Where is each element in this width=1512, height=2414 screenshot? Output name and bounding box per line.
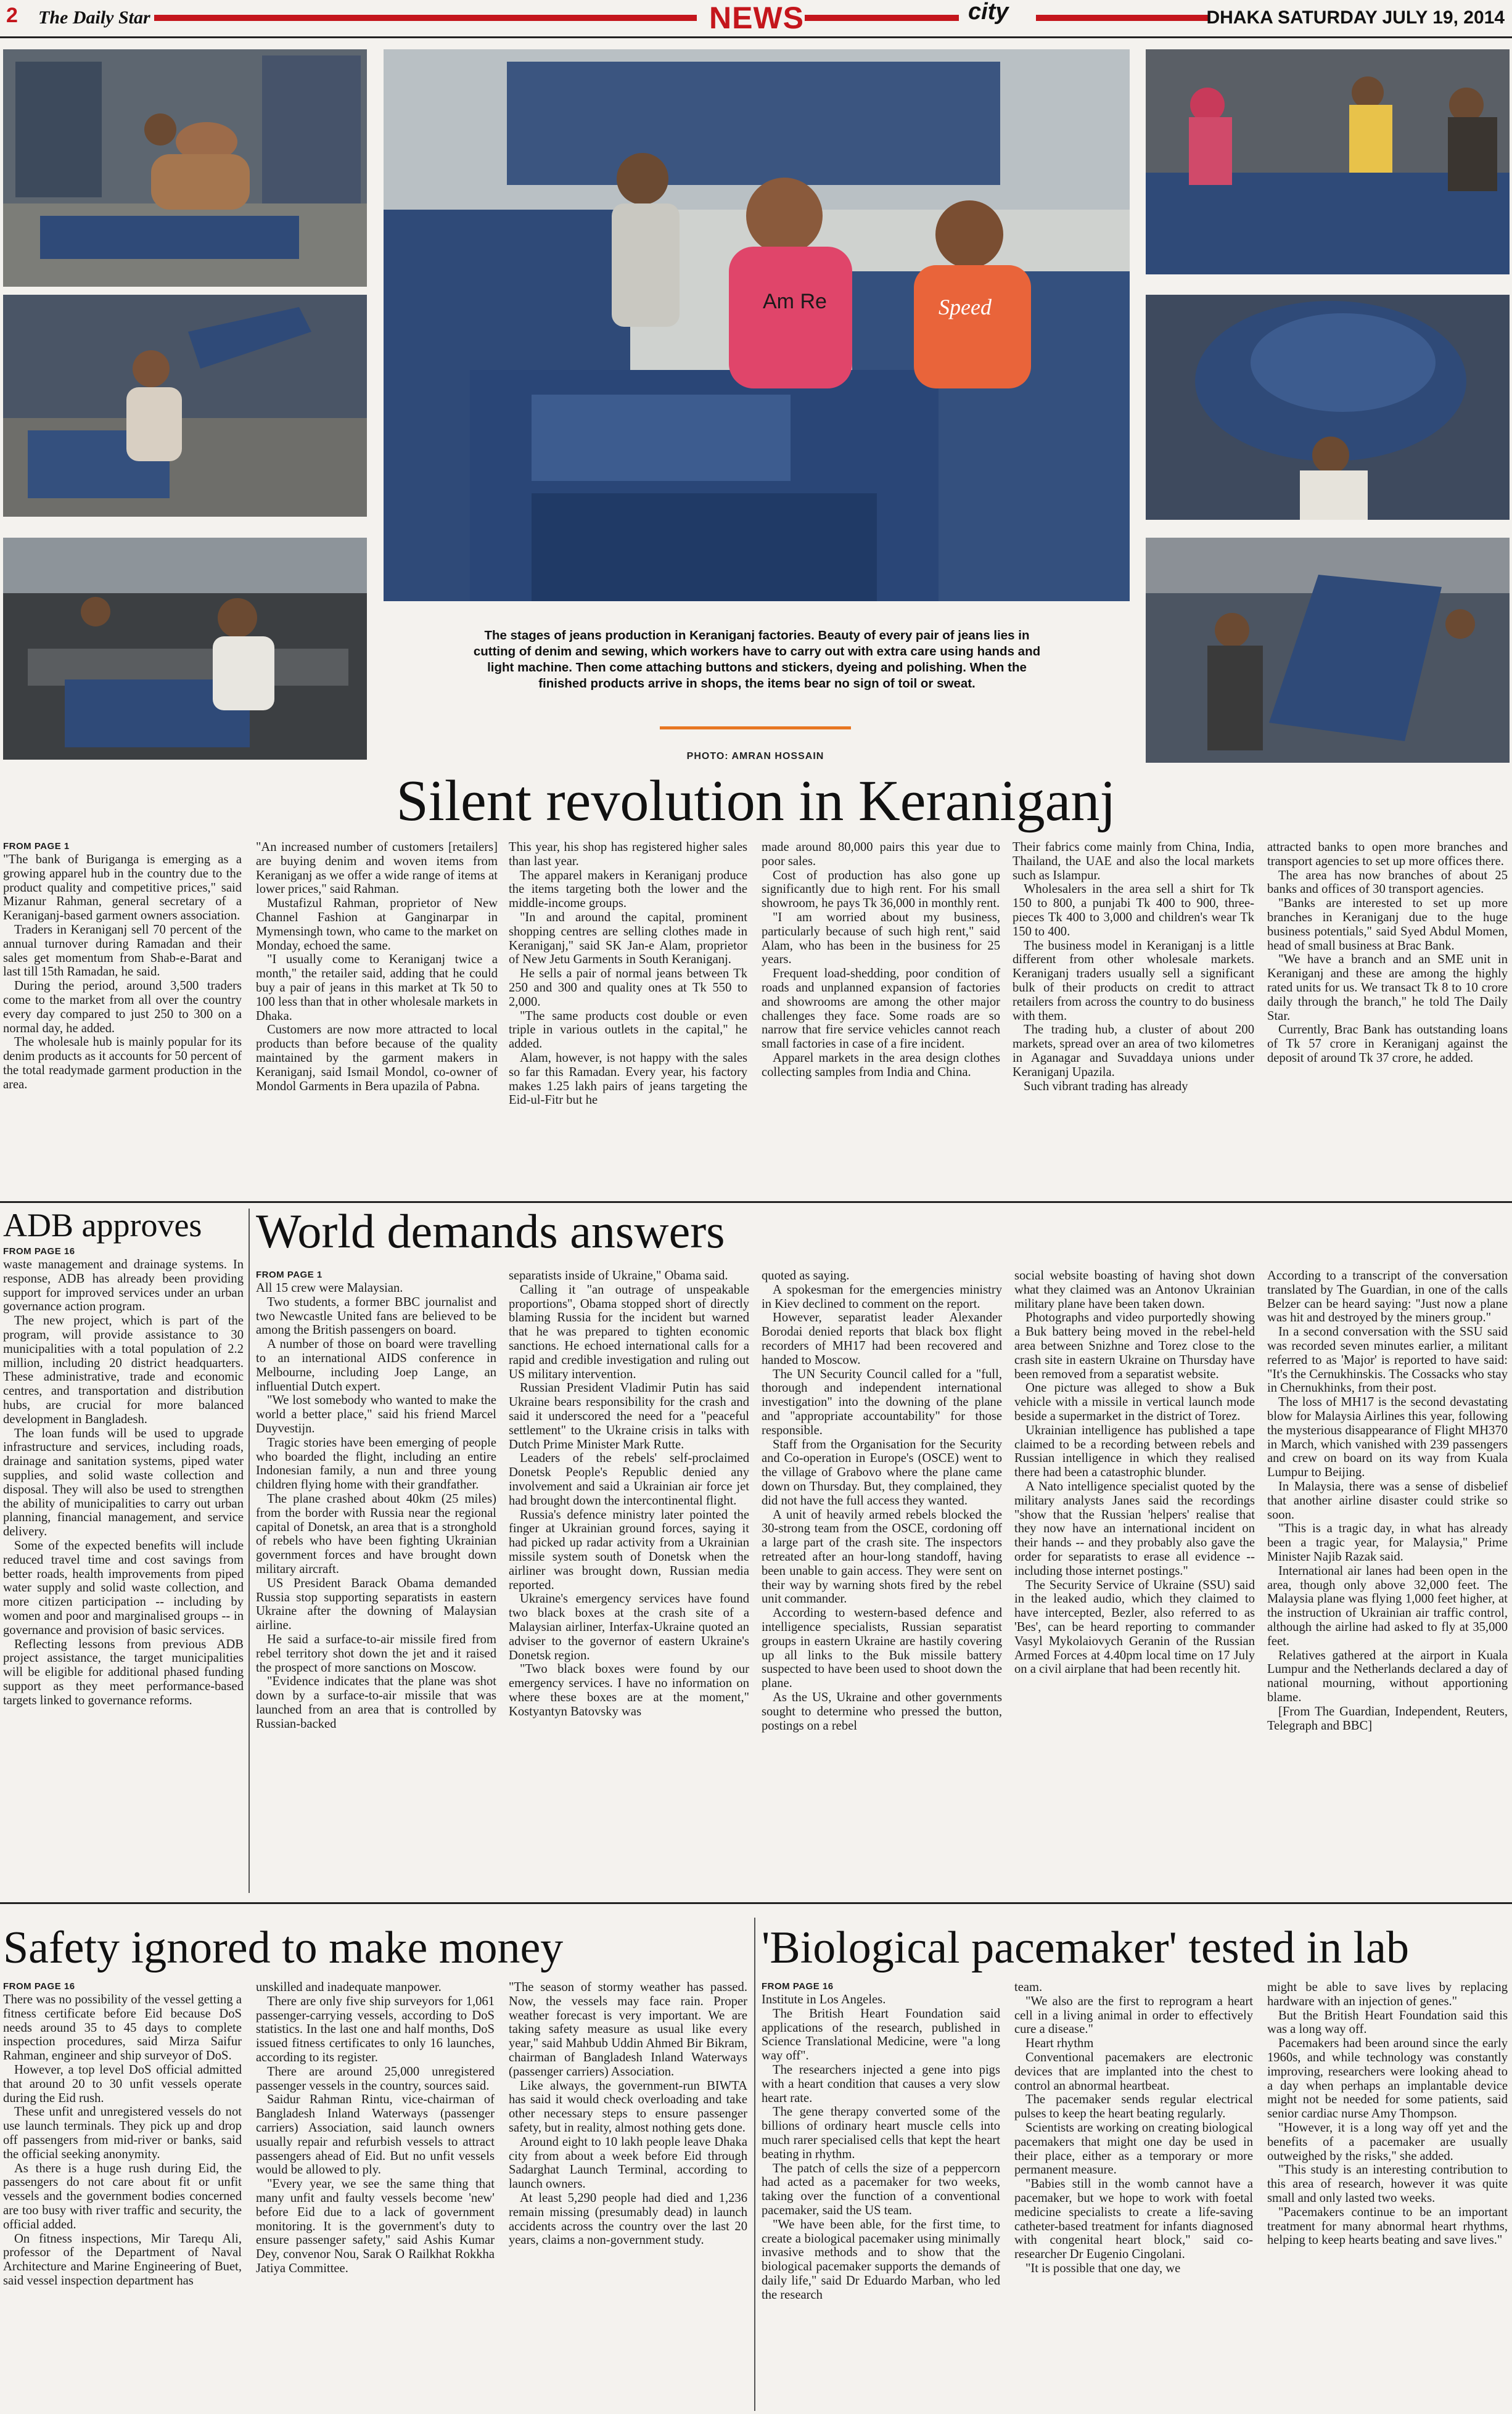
photo-worker-kneeling [3, 49, 367, 287]
headline-world-demands-answers: World demands answers [256, 1204, 725, 1258]
subsection-label: city [968, 0, 1009, 25]
world-col-3: quoted as saying. A spokesman for the emergencies ministry in Kiev declined to comment on the report. However, separatist leader Alexander Borodai denied reports that black box flight recorders of MH17 had been recovered and handed to Moscow. The UN Security Council called for a "full, thorough and independent international investigation" into the downing of the plane and "appropriate accountability" for those responsible. Staff from the Organisation for the Security and Co-operation in Europe's (OSCE) went to the village of Grabovo where the plane came down on Thursday. But, they complained, they did not have the full access they wanted. A unit of heavily armed rebels blocked the 30-strong team from the OSCE, cordoning off a large part of the crash site. The inspectors retreated after an hour-long standoff, having been unable to gain access. They were sent on their way by warning shots fired by the rebel unit commander. According to western-based defence and intelligence specialists, Russian separatist groups in eastern Ukraine are hastily covering up all links to the Buk missile battery suspected to have been used to shoot down the plane. As the US, Ukraine and other governments sought to determine who pressed the button, postings on a rebel [762, 1269, 1002, 1733]
headline-adb-approves: ADB approves [3, 1207, 202, 1244]
masthead-red-bar-left [154, 15, 697, 21]
main-shirt-text: Am Re [763, 290, 827, 313]
masthead-red-bar-right [1036, 15, 1209, 21]
bio-from-label: FROM PAGE 16 [762, 1981, 834, 1992]
photo-jeans-shop-main [384, 49, 1130, 601]
bio-col-2: team. "We also are the first to reprogram a heart cell in a living animal in order to effectively cure a disease." Heart rhythm Conventional pacemakers are electronic devices that are implanted into the chest to control an abnormal heartbeat. The pacemaker sends regular electrical pulses to keep the heart beating regularly. Scientists are working on creating biological pacemakers that might one day be used in their place, either as a temporary or more permanent measure. "Babies still in the womb cannot have a pacemaker, but we hope to work with foetal medicine specialists to create a life-saving catheter-based treatment for infants diagnosed with congenital heart block," said co-researcher Dr Eugenio Cingolani. "It is possible that one day, we [1014, 1981, 1253, 2275]
silent-col-5: Their fabrics come mainly from China, India, Thailand, the UAE and also the local markets such as Islampur. Wholesalers in the area sell a shirt for Tk 150 to 800, a punjabi Tk 400 to 900, three-pieces Tk 400 to 3,000 and children's wear Tk 150 to 400. The business model in Keraniganj is a little different from other wholesale markets. Keraniganj traders usually sell a significant bulk of their products on credit to attract retailers from across the country to do business with them. The trading hub, a cluster of about 200 markets, spread over an area of two kilometres in Aganagar and Suvaddaya unions under Keraniganj Upazila. Such vibrant trading has already [1013, 840, 1254, 1093]
silent-col-2: "An increased number of customers [retailers] are buying denim and woven items from Keraniganj as we offer a wide range of items at lower prices," said Rahman. Mustafizul Rahman, proprietor of New Channel Fashion at Ganginarpar in Mymensingh town, who came to the market on Monday, echoed the same. "I usually come to Keraniganj twice a month," the retailer said, adding that he could buy a pair of jeans in this market at Tk 50 to 100 less than that in other wholesale markets in Dhaka. Customers are now more attracted to local products than before because of the quality maintained by the garment makers in Keraniganj, said Ismail Mondol, co-owner of Mondol Garments in Bera upazila of Pabna. [256, 840, 498, 1093]
world-col-4: social website boasting of having shot down what they claimed was an Antonov Ukrainian military plane have been taken down. Photographs and video purportedly showing a Buk battery being moved in the rebel-held area between Snizhne and Torez close to the crash site in eastern Ukraine on Thursday have been removed from a separatist website. One picture was alleged to show a Buk vehicle with a missile in vertical launch mode beside a supermarket in the district of Torez. Ukrainian intelligence has published a tape claimed to be a recording between rebels and Russian intelligence in which they realised there had been a catastrophic blunder. A Nato intelligence specialist quoted by the military analysts Janes said the recordings "show that the Russian 'helpers' realise that they now have an international incident on their hands -- and they probably also gave the order for separatists to erase all evidence -- including those internet postings." The Security Service of Ukraine (SSU) said in the leaked audio, which they claimed to have intercepted, Bezler, also referred to as 'Bes', can be heard reporting to commander Vasyl Mykolaiovych Geranin of the Russian Armed Forces at 4.40pm local time on 17 July on a civil airplane that had been recently hit. [1014, 1269, 1255, 1677]
masthead-red-bar-mid [805, 15, 959, 21]
headline-silent-revolution: Silent revolution in Keraniganj [396, 769, 1116, 833]
photo-credit: PHOTO: AMRAN HOSSAIN [686, 751, 824, 762]
world-col-1: FROM PAGE 1 All 15 crew were Malaysian. Two students, a former BBC journalist and two Newcastle United fans are believed to be among the British passengers on board. A number of those on board were travelling to an international AIDS conference in Melbourne, including Joep Lange, an influential Dutch expert. "We lost somebody who wanted to make the world a better place," said his friend Marcel Duyvestijn. Tragic stories have been emerging of people who boarded the flight, including an entire Indonesian family, a nun and three young children flying home with their grandfather. The plane crashed about 40km (25 miles) from the border with Russia near the regional capital of Donetsk, an area that is a stronghold of rebels who have been fighting Ukrainian government forces and have brought down military aircraft. US President Barack Obama demanded Russia stop supporting separatists in eastern Ukraine after the downing of Malaysian airline. He said a surface-to-air missile fired from rebel territory shot down the jet and it raised the prospect of more sanctions on Moscow. "Evidence indicates that the plane was shot down by a surface-to-air missile that was launched from an area that is controlled by Russian-backed [256, 1270, 496, 1731]
safety-col-3: "The season of stormy weather has passed. Now, the vessels may face rain. Proper weather forecast is very important. We are taking safety measure as usual like every year," said Mahbub Uddin Ahmed Bir Bikram, chairman of Bangladesh Inland Waterways (passenger carriers) Association. Like always, the government-run BIWTA has said it would check overloading and take other necessary steps to ensure passenger safety, but in reality, almost nothing gets done. Around eight to 10 lakh people leave Dhaka city from about a week before Eid through Sadarghat Launch Terminal, according to launch owners. At least 5,290 people had died and 1,236 remain missing (presumably dead) in launch accidents across the country over the last 20 years, claims a non-government study. [509, 1981, 747, 2248]
silent-col-6: attracted banks to open more branches and transport agencies to set up more offices there. The area has now branches of about 25 banks and offices of 30 transport agencies. "Banks are interested to set up more branches in Keraniganj due to the huge business potentials," said Syed Abdul Momen, head of small business at Brac Bank. "We have a branch and an SME unit in Keraniganj and these are among the highly rated units for us. We transact Tk 8 to 10 crore daily through the branch," he told The Daily Star. Currently, Brac Bank has outstanding loans of Tk 57 crore in Keraniganj against the deposit of around Tk 37 crore, he added. [1267, 840, 1508, 1065]
bio-col-3: might be able to save lives by replacing hardware with an injection of genes." But the British Heart Foundation said this was a long way off. Pacemakers had been around since the early 1960s, and while technology was constantly improving, researchers were looking ahead to a day when perhaps an implantable device might not be needed for some patients, said senior cardiac nurse Amy Thompson. "However, it is a long way off yet and the benefits of a pacemaker are usually outweighed by the risks," she added. "This study is an interesting contribution to this area of research, however it was quite small and only lasted two weeks. "Pacemakers continue to be an important treatment for many abnormal heart rhythms, helping to keep hearts beating and save lives." [1267, 1981, 1508, 2248]
world-col-5: According to a transcript of the conversation translated by The Guardian, in one of the calls Belzer can be heard saying: "Just now a plane was hit and destroyed by the miners group." In a second conversation with the SSU said was recorded seven minutes earlier, a militant referred to as 'Major' is reported to have said: "It's the Cernukhinskis. The Cossacks who stay in Chernukhinks, from their post. The loss of MH17 is the second devastating blow for Malaysia Airlines this year, following the mysterious disappearance of Flight MH370 in March, which vanished with 239 passengers and crew on board on its way from Kuala Lumpur to Beijing. In Malaysia, there was a sense of disbelief that another airline disaster could strike so soon. "This is a tragic day, in what has already been a tragic year, for Malaysia," Prime Minister Najib Razak said. International air lanes had been open in the area, though only above 32,000 feet. The Malaysia plane was flying 1,000 feet higher, at the instruction of Ukrainian air traffic control, although the airline had asked to fly at 35,000 feet. Relatives gathered at the airport in Kuala Lumpur and the Netherlands declared a day of national mourning, without apportioning blame. [From The Guardian, Independent, Reuters, Telegraph and BBC] [1267, 1269, 1508, 1733]
page-number: 2 [6, 4, 18, 27]
photo-man-carrying-jeans [1146, 295, 1510, 520]
masthead [0, 0, 1512, 38]
rule-below-world [0, 1902, 1512, 1904]
shirt2-text: Speed [939, 295, 992, 319]
caption-rule [660, 726, 851, 729]
divider-safety-bio [754, 1918, 755, 2411]
safety-from-label: FROM PAGE 16 [3, 1981, 75, 1992]
adb-from-label: FROM PAGE 16 [3, 1246, 75, 1257]
silent-col-1: FROM PAGE 1 "The bank of Buriganga is emerging as a growing apparel hub in the country due to the product quality and competitive prices," said Mizanur Rahman, general secretary of a Keraniganj-based garment owners association. Traders in Keraniganj sell 70 percent of the annual turnover during Ramadan and their sales get momentum from Shab-e-Barat and last till 15th Ramadan, he said. During the period, around 3,500 traders come to the market from all over the country every day compared to just 250 to 300 on a normal day, he added. The wholesale hub is mainly popular for its denim products as it accounts for 50 percent of the total readymade garment production in the area. [3, 841, 242, 1091]
photo-denim-washing [1146, 538, 1510, 763]
photo-caption: The stages of jeans production in Keraniganj factories. Beauty of every pair of jeans lies in cutting of denim and sewing, which workers have to carry out with extra care using hands and light machine. Then come attaching buttons and stickers, dyeing and polishing. When the finished products arrive in shops, the items bear no sign of toil or sweat. [473, 628, 1041, 691]
paper-name: The Daily Star [38, 7, 150, 28]
world-from-label: FROM PAGE 1 [256, 1270, 323, 1280]
section-label: NEWS [709, 1, 804, 35]
world-col-2: separatists inside of Ukraine," Obama said. Calling it "an outrage of unspeakable proportions", Obama stopped short of directly blaming Russia for the incident but warned that he was prepared to tighten economic sanctions. He echoed international calls for a rapid and credible investigation and ruling out US military intervention. Russian President Vladimir Putin has said Ukraine bears responsibility for the crash and said it underscored the need for a "peaceful settlement" to the Ukraine crisis in talks with Dutch Prime Minister Mark Rutte. Leaders of the rebels' self-proclaimed Donetsk People's Republic denied any involvement and said a Ukrainian air force jet had brought down the intercontinental flight. Russia's defence ministry later pointed the finger at Ukrainian ground forces, saying it had picked up radar activity from a Ukrainian missile system south of Donetsk when the airliner was brought down, Russian media reported. Ukraine's emergency services have found two black boxes at the crash site of a Malaysian airliner, Interfax-Ukraine quoted an adviser to the governor of eastern Ukraine's Donetsk region. "Two black boxes were found by our emergency services. I have no information on where these boxes are at the moment," Kostyantyn Batovsky was [509, 1269, 749, 1718]
headline-safety-ignored: Safety ignored to make money [3, 1923, 564, 1973]
bio-col-1: FROM PAGE 16 Institute in Los Angeles. The British Heart Foundation said applications of the research, published in Science Translational Medicine, were "a long way off". The researchers injected a gene into pigs with a heart condition that causes a very slow heart rate. The gene therapy converted some of the billions of ordinary heart muscle cells into much rarer specialised cells that kept the heart beating in rhythm. The patch of cells the size of a peppercorn had acted as a pacemaker for two weeks, taking over the function of a conventional pacemaker, said the US team. "We have been able, for the first time, to create a biological pacemaker using minimally invasive methods and to show that the biological pacemaker supports the demands of daily life," said Dr Eduardo Marban, who led the research [762, 1981, 1000, 2302]
photo-sewing-workers [3, 538, 367, 760]
dateline: DHAKA SATURDAY JULY 19, 2014 [1206, 7, 1505, 28]
safety-col-1: FROM PAGE 16 There was no possibility of the vessel getting a fitness certificate before Eid because DoS needs around 35 to 45 days to complete inspection procedures, said Mirza Saifur Rahman, engineer and ship surveyor of DoS. However, a top level DoS official admitted that around 20 to 30 unfit vessels operate during the Eid rush. These unfit and unregistered vessels do not use launch terminals. They pick up and drop off passengers from mid-river or banks, said the official seeking anonymity. As there is a huge rush during Eid, the passengers do not care about fit or unfit vessels and the government bodies concerned are too busy with river traffic and security, the official added. On fitness inspections, Mir Tarequ Ali, professor of the Department of Naval Architecture and Marine Engineering of Buet, said vessel inspection department has [3, 1981, 242, 2288]
silent-from-label: FROM PAGE 1 [3, 841, 70, 852]
photo-women-folding-denim [1146, 49, 1510, 274]
divider-adb-world [249, 1209, 250, 1893]
photo-boy-with-denim [3, 295, 367, 517]
adb-col: FROM PAGE 16 waste management and drainage systems. In response, ADB has already been providing support for improved services under an urban governance action program. The new project, which is part of the program, will provide assistance to 30 municipalities with a total population of 2.2 million, including 20 district headquarters. These administrative, trade and economic centres, and transportation and distribution hubs, are crucial for more balanced development in Bangladesh. The loan funds will be used to upgrade infrastructure and services, including roads, drainage and sanitation systems, piped water supplies, and solid waste collection and disposal. They will also be used to strengthen the ability of municipalities to carry out urban planning, financial management, and service delivery. Some of the expected benefits will include reduced travel time and cost savings from better roads, health improvements from piped water supply and solid waste collection, and more citizen participation -- including by women and poor and marginalised groups -- in governance and provision of basic services. Reflecting lessons from previous ADB project assistance, the target municipalities will be eligible for additional phased funding support as they meet performance-based targets linked to governance reforms. [3, 1246, 244, 1707]
silent-col-3: This year, his shop has registered higher sales than last year. The apparel makers in Keraniganj produce the items targeting both the lower and the middle-income groups. "In and around the capital, prominent shopping centres are selling clothes made in Keraniganj," said SK Jan-e Alam, proprietor of New Jetu Garments in South Keraniganj. He sells a pair of normal jeans between Tk 250 and 300 and quality ones at Tk 550 to 2,000. "The same products cost double or even triple in various outlets in the capital," he added. Alam, however, is not happy with the sales so far this Ramadan. Every year, his factory makes 1.25 lakh pairs of jeans targeting the Eid-ul-Fitr but he [509, 840, 747, 1107]
headline-biological-pacemaker: 'Biological pacemaker' tested in lab [762, 1923, 1409, 1973]
safety-col-2: unskilled and inadequate manpower. There are only five ship surveyors for 1,061 passenger-carrying vessels, according to DoS statistics. In the last one and half months, DoS issued fitness certificates to only 16 launches, according to its register. There are around 25,000 unregistered passenger vessels in the country, sources said. Saidur Rahman Rintu, vice-chairman of Bangladesh Inland Waterways (passenger carriers) Association, said launch owners usually repair and refurbish vessels to attract passengers ahead of Eid. But no unfit vessels would be allowed to ply. "Every year, we see the same thing that many unfit and faulty vessels become 'new' before Eid due to a lack of government monitoring. It is the government's duty to ensure passenger safety," said Ashis Kumar Dey, convenor Nou, Sarak O Railkhat Rokkha Jatiya Committee. [256, 1981, 495, 2275]
silent-col-4: made around 80,000 pairs this year due to poor sales. Cost of production has also gone up significantly due to high rent. For his small showroom, he pays Tk 36,000 in monthly rent. "I am worried about my business, particularly because of such high rent," said Alam, who has been in the business for 25 years. Frequent load-shedding, poor condition of roads and unplanned expansion of factories and showrooms are among the other major challenges they face. Some roads are so narrow that fire service vehicles cannot reach small factories in case of a fire incident. Apparel markets in the area design clothes collecting samples from India and China. [762, 840, 1000, 1079]
rule-below-silent [0, 1201, 1512, 1203]
